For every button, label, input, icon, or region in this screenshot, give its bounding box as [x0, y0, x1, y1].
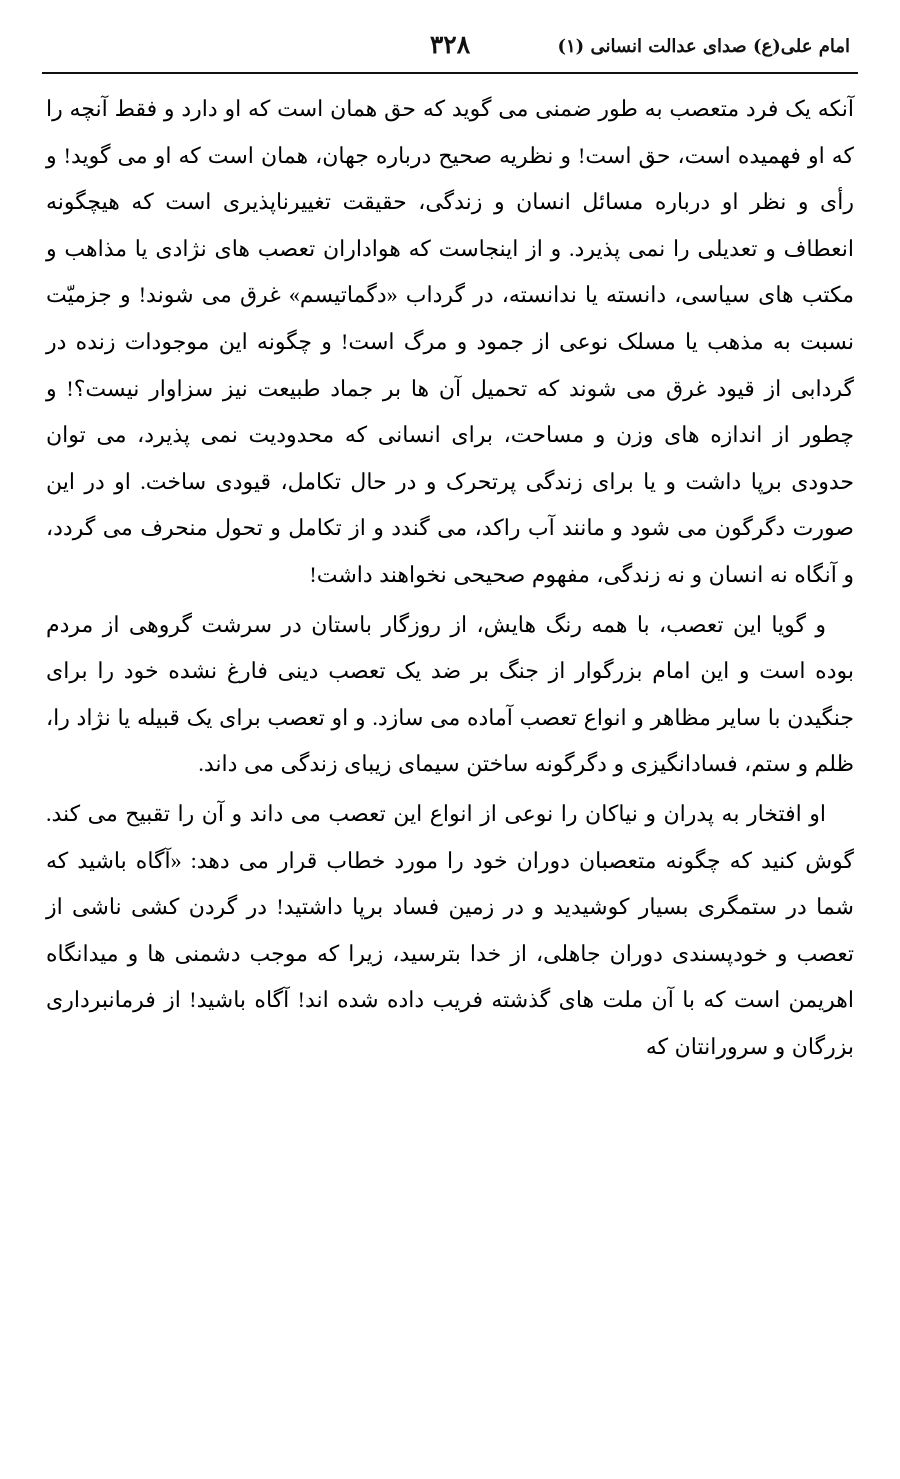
page-header — [42, 28, 858, 68]
header-divider — [42, 72, 858, 74]
page-number: ۳۲۸ — [429, 30, 471, 59]
paragraph-3: او افتخار به پدران و نیاکان را نوعی از انواع این تعصب می داند و آن را تقبیح می کند. گوش کنید که چگونه متعصبان دوران خود را مورد خطاب قرار می دهد: «آگاه باشید که شما در ستمگری بسیار کوشیدید و در زمین فساد برپا داشتید! در گردن کشی ناشی از تعصب و خودپسندی دوران جاهلی، از خدا بترسید، زیرا که موجب دشمنی ها و میدانگاه اهریمن است که با آن ملت های گذشته فریب داده شده اند! آگاه باشید! از فرمانبرداری بزرگان و سرورانتان که — [46, 800, 854, 1059]
paragraph-1: آنکه یک فرد متعصب به طور ضمنی می گوید که حق همان است که او دارد و فقط آنچه را که او فهمیده است، حق است! و نظریه صحیح درباره جهان، همان است که او می گوید! و رأی و نظر او درباره مسائل انسان و زندگی، حقیقت تغییرناپذیری است که هیچگونه انعطاف و تعدیلی را نمی پذیرد. و از اینجاست که هواداران تعصب های نژادی یا مذاهب و مکتب های سیاسی، دانسته یا ندانسته، در گرداب «دگماتیسم» غرق می شوند! و جزمیّت نسبت به مذهب یا مسلک نوعی از جمود و مرگ است! و چگونه این موجودات زنده در گردابی از قیود غرق می شوند که تحمیل آن ها بر جماد طبیعت نیز سزاوار نیست؟! و چطور از اندازه های وزن و مساحت، برای انسانی که محدودیت نمی پذیرد، می توان حدودی برپا داشت و یا برای زندگی پرتحرک و در حال تکامل، قیودی ساخت. او در این صورت دگرگون می شود و مانند آب راکد، می گندد و از تکامل و تحول منحرف می گردد، و آنگاه نه انسان و نه زندگی، مفهوم صحیحی نخواهند داشت! — [46, 96, 854, 587]
paragraph-2: و گویا این تعصب، با همه رنگ هایش، از روزگار باستان در سرشت گروهی از مردم بوده است و این امام بزرگوار از جنگ بر ضد یک تعصب دینی فارغ نشده خود را برای جنگیدن با سایر مظاهر و انواع تعصب آماده می سازد. و او تعصب برای یک قبیله یا نژاد را، ظلم و ستم، فسادانگیزی و دگرگونه ساختن سیمای زیبای زندگی می داند. — [46, 611, 854, 777]
page-body — [46, 86, 854, 1070]
book-title: امام علی(ع) صدای عدالت انسانی (۱) — [557, 36, 850, 57]
